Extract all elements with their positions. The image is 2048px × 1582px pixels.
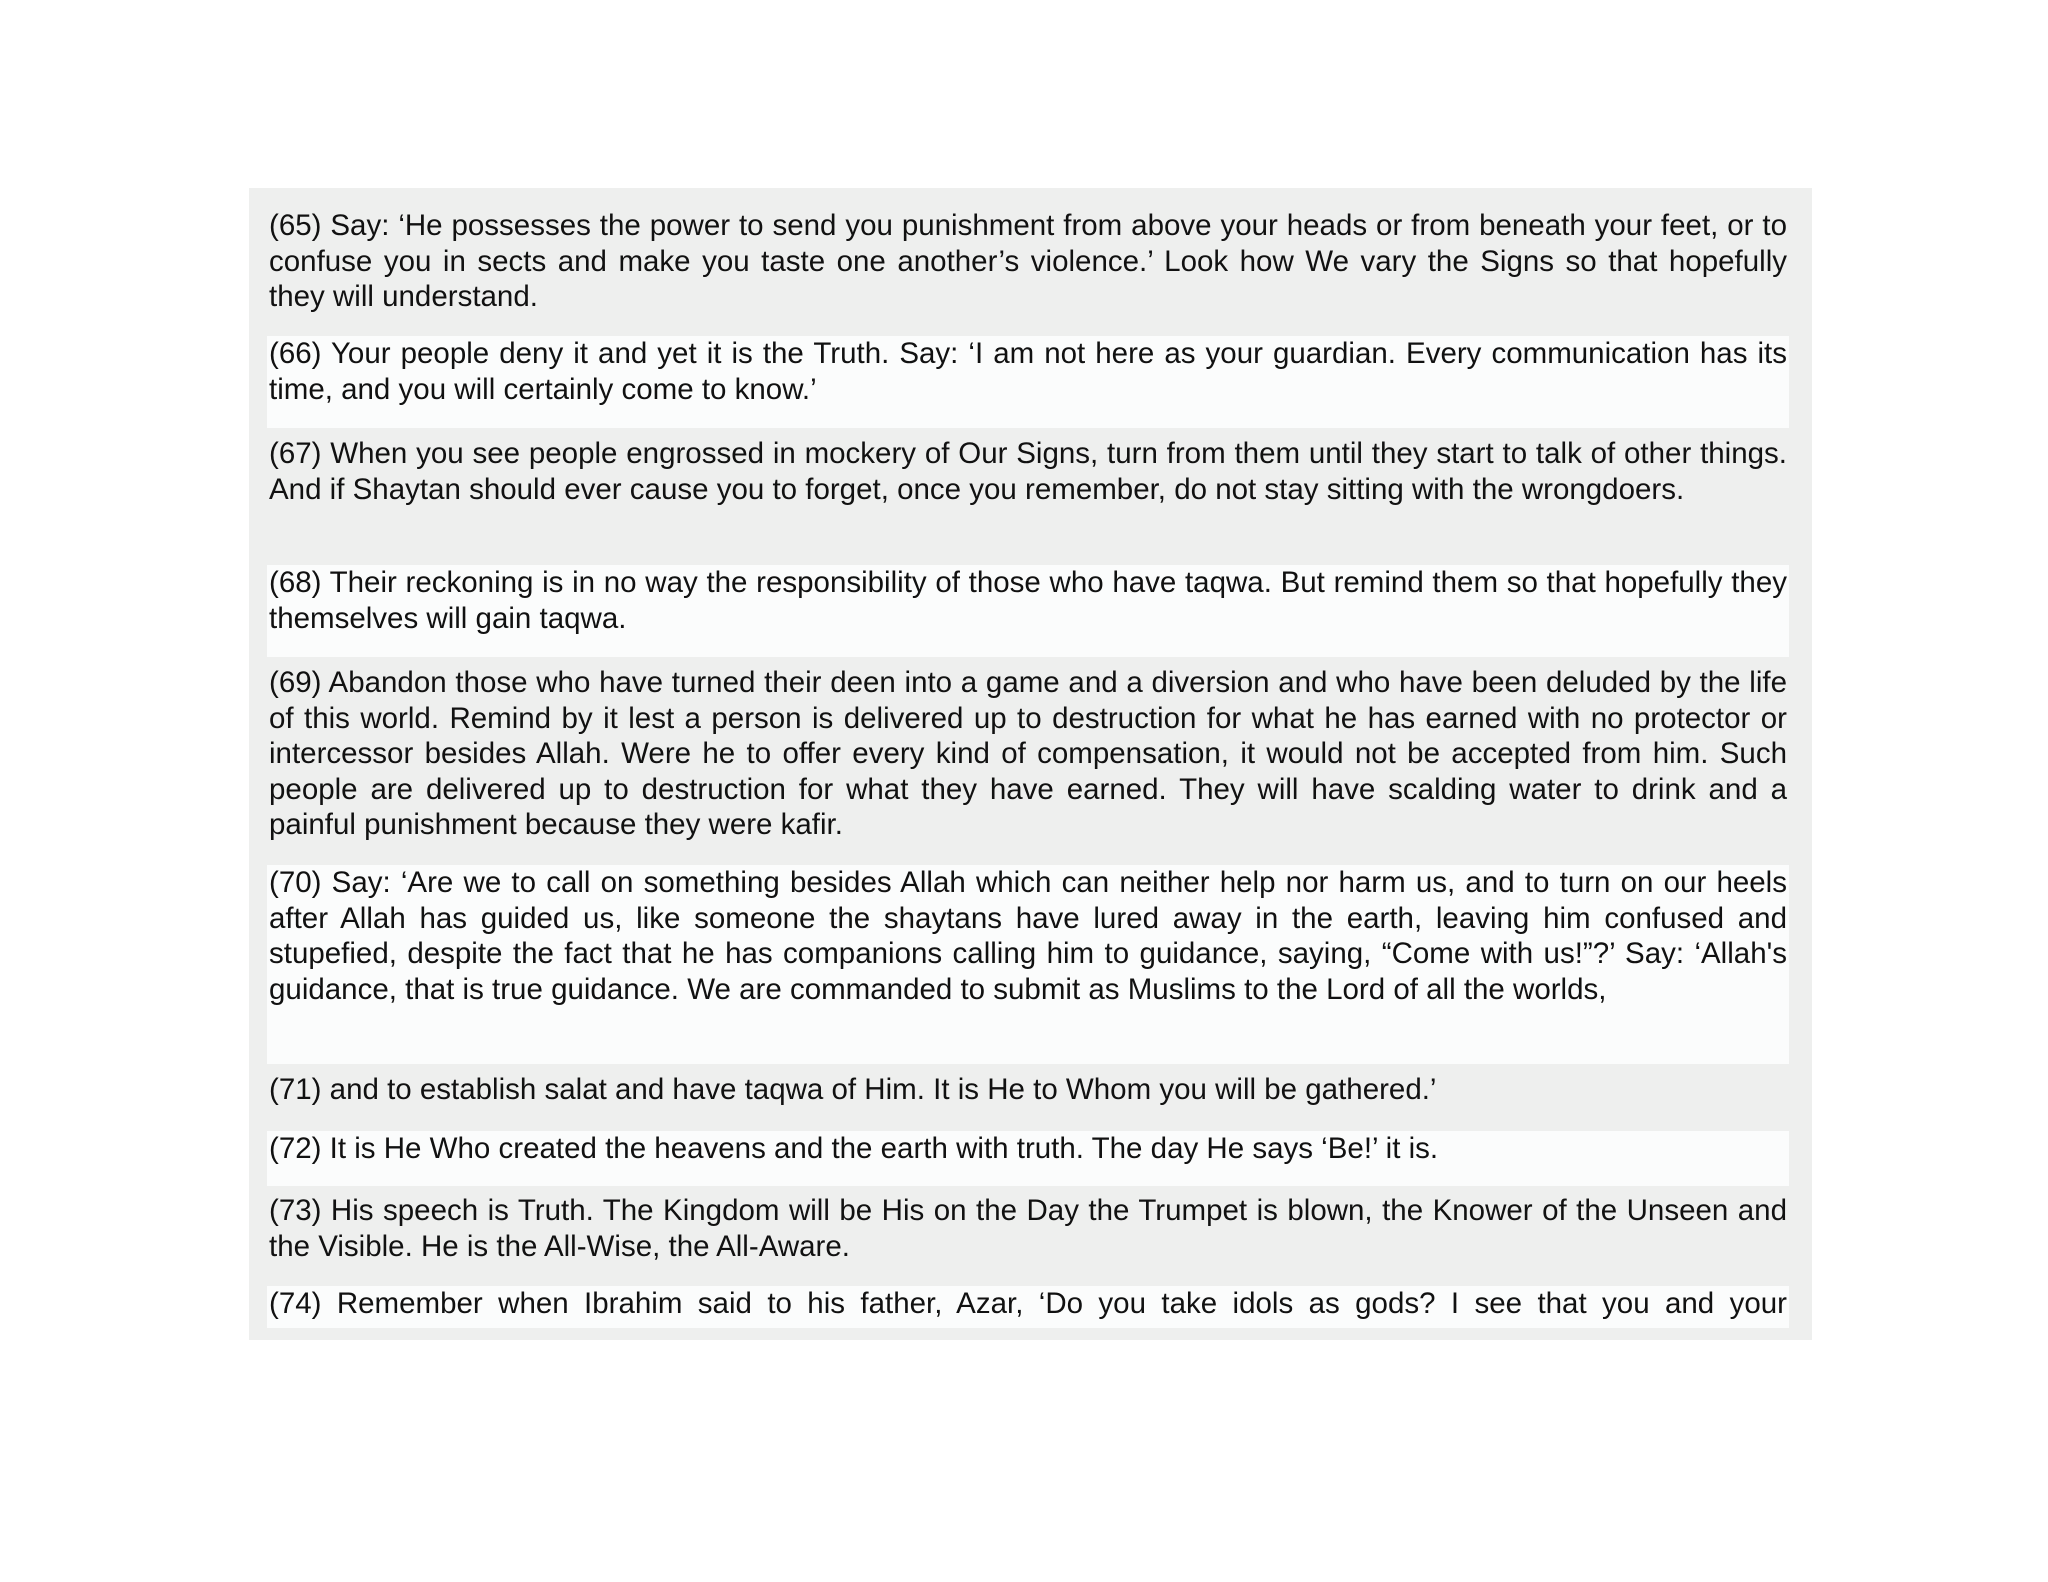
verse-74: (74) Remember when Ibrahim said to his father, Azar, ‘Do you take idols as gods? I see that you and your — [267, 1286, 1789, 1328]
verse-73: (73) His speech is Truth. The Kingdom will be His on the Day the Trumpet is blown, the Knower of the Unseen and the Visible. He is the All-Wise, the All-Aware. — [269, 1194, 1787, 1263]
verse-66: (66) Your people deny it and yet it is the Truth. Say: ‘I am not here as your guardian. Every communication has its time, and you will certainly come to know.’ — [267, 336, 1789, 428]
verse-71: (71) and to establish salat and have taqwa of Him. It is He to Whom you will be gathered.’ — [269, 1073, 1437, 1106]
verses-panel — [249, 188, 1812, 1340]
verse-67: (67) When you see people engrossed in mockery of Our Signs, turn from them until they start to talk of other things. And if Shaytan should ever cause you to forget, once you remember, do not stay sitting with the wrongdoers. — [269, 437, 1787, 506]
verse-70: (70) Say: ‘Are we to call on something besides Allah which can neither help nor harm us, and to turn on our heels after Allah has guided us, like someone the shaytans have lured away in the earth, leaving him confused and stupefied, despite the fact that he has companions calling him to guidance, saying, “Come with us!”?’ Say: ‘Allah's guidance, that is true guidance. We are commanded to submit as Muslims to the Lord of all the worlds, — [267, 865, 1789, 1064]
verse-68: (68) Their reckoning is in no way the responsibility of those who have taqwa. But remind them so that hopefully they themselves will gain taqwa. — [267, 565, 1789, 657]
verse-69: (69) Abandon those who have turned their deen into a game and a diversion and who have been deluded by the life of this world. Remind by it lest a person is delivered up to destruction for what he has earned with no protector or intercessor besides Allah. Were he to offer every kind of compensation, it would not be accepted from him. Such people are delivered up to destruction for what they have earned. They will have scalding water to drink and a painful punishment because they were kafir. — [269, 666, 1787, 841]
verse-65: (65) Say: ‘He possesses the power to send you punishment from above your heads or from beneath your feet, or to confuse you in sects and make you taste one another’s violence.’ Look how We vary the Signs so that hopefully they will understand. — [269, 209, 1787, 313]
verse-72: (72) It is He Who created the heavens and the earth with truth. The day He says ‘Be!’ it is. — [267, 1131, 1789, 1186]
